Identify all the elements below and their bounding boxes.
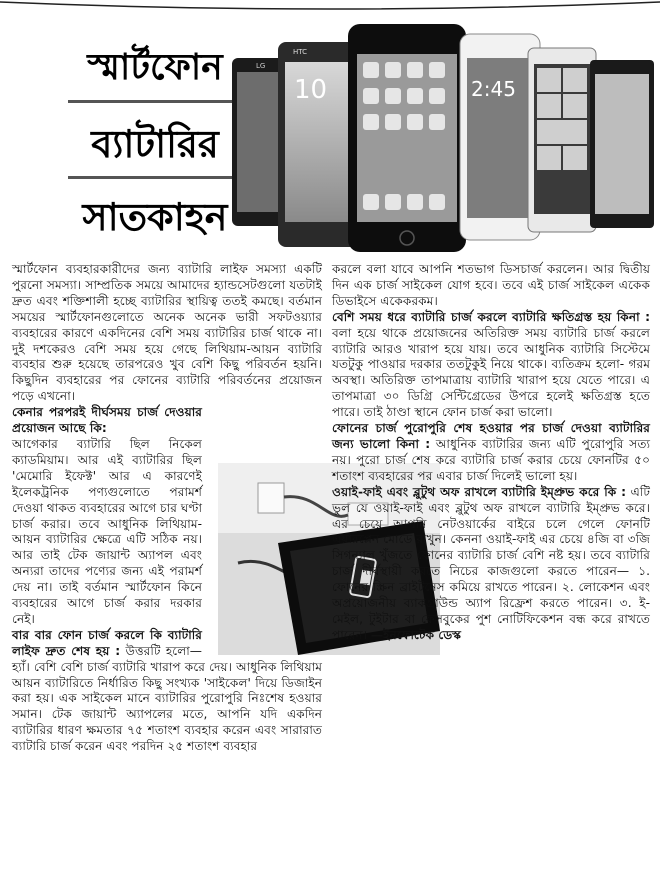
heading-frequent-charge: বার বার ফোন চার্জ করলে কি ব্যাটারি লাইফ দ্রুত শেষ হয় : xyxy=(12,627,202,658)
paragraph-long-charge: বেশি সময় ধরে ব্যাটারি চার্জ করলে ব্যাটারি ক্ষতিগ্রস্ত হয় কিনা : বলা হয়ে থাকে প্রয়োজনের অতিরিক্ত সময় ব্যাটারি চার্জ করলে ব্যাটারি আরও খারাপ হয়ে যায়। তবে আধুনিক ব্যাটারি সিস্টেমে যতটুকু পাওয়ার দরকার ততটুকুই নিয়ে থাকে। ব্যতিক্রম হলো- গরম অবস্থা। অতিরিক্ত তাপমাত্রায় ব্যাটারি খারাপ হয়ে যেতে পারে। এ তাপমাত্রা ৩০ ডিগ্রি সেন্টিগ্রেডের উপরে হলেই ক্ষতিগ্রস্ত হতে পারে। তাই ঠাণ্ডা স্থানে ফোন চার্জ করা ভালো। xyxy=(332,309,650,420)
svg-text:10: 10 xyxy=(294,75,328,105)
image-wrap-spacer xyxy=(208,457,322,651)
article-column-1 xyxy=(12,262,322,755)
svg-text:2:45: 2:45 xyxy=(471,77,516,101)
heading-long-charge: বেশি সময় ধরে ব্যাটারি চার্জ করলে ব্যাটারি ক্ষতিগ্রস্ত হয় কিনা : xyxy=(332,309,650,324)
title-divider xyxy=(68,100,246,103)
article-column-2 xyxy=(332,262,650,644)
heading-wifi-bluetooth: ওয়াই-ফাই এবং ব্লুটুথ অফ রাখলে ব্যাটারি ইম্প্রুভ করে কি : xyxy=(332,484,627,499)
svg-text:HTC: HTC xyxy=(293,48,308,56)
smartphones-illustration xyxy=(228,18,660,256)
phone-lumia xyxy=(528,48,596,232)
heading-full-discharge: ফোনের চার্জ পুরোপুরি শেষ হওয়ার পর চার্জ দেওয়া ব্যাটারির জন্য ভালো কিনা : xyxy=(332,421,650,451)
paragraph-intro: স্মার্টফোন ব্যবহারকারীদের জন্য ব্যাটারি লাইফ সমস্যা একটি পুরনো সমস্যা। সাম্প্রতিক সময়ে আমাদের হ্যান্ডসেটগুলো যতটাই দ্রুত এবং শক্তিশালী হচ্ছে ব্যাটারির স্থায়িত্ব ততই কমছে। বর্তমান সময়ের স্মার্টফোনগুলোতে অনেক অনেক ভারী সফটওয়্যার ব্যবহারের কারণে একদিনের বেশি সময় ব্যাটারির চার্জ থাকে না। দুই দশকেরও বেশি সময় হয়ে গেছে লিথিয়াম-আয়ন ব্যাটারি ব্যবহার শুরু হয়েছে তারপরেও খুব বেশি কিছু পরিবর্তন হয়নি। কিছুদিন ব্যবহারের পর ফোনের ব্যাটারি পরিবর্তনের প্রয়োজন পড়ে এখনো। xyxy=(12,262,322,404)
top-frame-curve xyxy=(0,0,660,12)
paragraph-charge-after-purchase: আগেকার ব্যাটারি ছিল নিকেল ক্যাডমিয়াম। আর এই ব্যাটারির ছিল 'মেমোরি ইফেক্ট' আর এ কারণেই ইলেকট্রনিক পণ্যগুলোতে পরামর্শ দেওয়া থাকত ব্যবহারের আগে চার ঘণ্টা চার্জ করার। তবে আধুনিক লিথিয়াম-আয়ন ব্যাটারির ক্ষেত্রে এটি সঠিক নয়। আর তাই টেক জায়ান্ট অ্যাপল এবং অন্যরা তাদের পণ্যের জন্য এই পরামর্শ দেয় না। তাই বর্তমান স্মার্টফোন কিনে ব্যবহারের আগে চার্জ করার দরকার নেই। xyxy=(12,436,202,626)
title-line-2: ব্যাটারির xyxy=(91,121,219,166)
phone-htc xyxy=(278,42,358,247)
paragraph-frequent-charge: বার বার ফোন চার্জ করলে কি ব্যাটারি লাইফ দ্রুত শেষ হয় : উত্তরটি হলো— হ্যাঁ। বেশি বেশি চার্জ ব্যাটারি খারাপ করে দেয়। আধুনিক লিথিয়াম আয়ন ব্যাটারিতে নির্ধারিত কিছু সংখ্যক 'সাইকেল' দিয়ে ডিজাইন করা হয়। এক সাইকেল মানে ব্যাটারির পুরোপুরি নিঃশেষ হওয়ার সমান। টেক জায়ান্ট অ্যাপলের মতে, আপনি যদি একদিন ব্যাটারির ধারণ ক্ষমতার ৭৫ শতাংশ ব্যবহার করেন এবং সারারাত ব্যাটারি চার্জ করেন এবং পরদিন ২৫ শতাংশ ব্যবহার xyxy=(12,627,322,754)
phone-right xyxy=(590,60,654,228)
title-line-3: সাতকাহন xyxy=(82,194,228,239)
title-divider xyxy=(68,176,246,179)
paragraph-cycle: করলে বলা যাবে আপনি শতভাগ ডিসচার্জ করলেন। আর দ্বিতীয় দিন এক চার্জ সাইকেল যোগ হবে। তবে এই চার্জ সাইকেল একেক ডিভাইসে একেকরকম। xyxy=(332,262,650,308)
title-line-1: স্মার্টফোন xyxy=(87,46,223,88)
paragraph-full-discharge: ফোনের চার্জ পুরোপুরি শেষ হওয়ার পর চার্জ দেওয়া ব্যাটারির জন্য ভালো কিনা : আধুনিক ব্যাটারির জন্য এটি পুরোপুরি সত্য নয়। পুরো চার্জ শেষ করে ব্যাটারি চার্জ করার চেয়ে ফোনটির ৫০ শতাংশ ব্যবহারের পর এবার চার্জ দিলেই ভালো হয়। xyxy=(332,421,650,483)
paragraph-wifi-bluetooth: ওয়াই-ফাই এবং ব্লুটুথ অফ রাখলে ব্যাটারি ইম্প্রুভ করে কি : এটি ভুল যে ওয়াই-ফাই এবং ব্লুটুথ অফ রাখলে ব্যাটারি ইম্প্রুভ করে। এর চেয়ে আপনি নেটওয়ার্কের বাইরে চলে গেলে ফোনটি এয়ারপ্লেন মোডে রাখুন। কেননা ওয়াই-ফাই এর চেয়ে ৪জি বা ৩জি সিগন্যাল খুঁজতে ফোনের ব্যাটারি চার্জ বেশি নষ্ট হয়। তবে ব্যাটারি চার্জ দীর্ঘস্থায়ী করতে নিচের কাজগুলো করতে পারেন— ১. ফোনের স্ক্রিন ব্রাইটনেস কমিয়ে রাখতে পারেন। ২. লোকেশন এবং অপ্রয়োজনীয় ব্যাকগ্রাউন্ড অ্যাপ রিফ্রেশ করতে পারেন। ৩. ই-মেইল, টুইটার বা ফেসবুকের পুশ নোটিফিকেশন বন্ধ করে রাখতে পারেন। —ইনফোটেক ডেস্ক xyxy=(332,484,650,642)
phone-iphone xyxy=(348,24,466,252)
signoff: —ইনফোটেক ডেস্ক xyxy=(370,627,462,642)
svg-text:LG: LG xyxy=(256,62,266,70)
heading-charge-after-purchase: কেনার পরপরই দীর্ঘসময় চার্জ দেওয়ার প্রয়োজন আছে কি: xyxy=(12,405,202,436)
